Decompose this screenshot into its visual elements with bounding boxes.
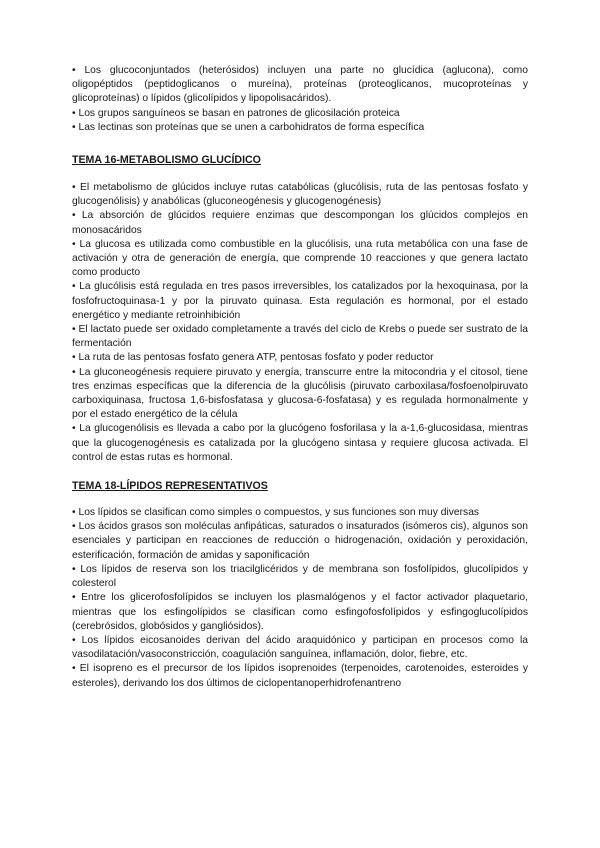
tema16-bullet-lactate: • El lactato puede ser oxidado completamente a través del ciclo de Krebs o puede ser sustrato de la fermentación bbox=[72, 324, 528, 350]
tema18-bullet-glycerophospholipids: • Entre los glicerofosfolípidos se incluyen los plasmalógenos y el factor activador plaquetario, mientras que los esfingolípidos se clasifican como esfingofosfolípidos y esfingoglucolípidos (cerebrósidos, globósidos y gangliósidos). bbox=[72, 592, 528, 632]
section-heading-tema16: TEMA 16-METABOLISMO GLUCÍDICO bbox=[72, 154, 261, 167]
section-heading-tema18: TEMA 18-LÍPIDOS REPRESENTATIVOS bbox=[72, 480, 268, 493]
tema18-bullet-lipid-classification: • Los lípidos se clasifican como simples o compuestos, y sus funciones son muy diversas bbox=[72, 507, 480, 519]
tema18-bullet-eicosanoids: • Los lípidos eicosanoides derivan del ácido araquidónico y participan en procesos como la vasodilatación/vasoconstricción, coagulación sanguínea, inflamación, dolor, fiebre, etc. bbox=[72, 634, 528, 661]
tema16-bullet-glycolysis-regulation: • La glucólisis está regulada en tres pasos irreversibles, los catalizados por la hexoquinasa, por la fosfofructoquinasa-1 y por la piruvato quinasa. Esta regulación es hormonal, por el estado energético y mediante retroinhibición bbox=[72, 281, 528, 321]
intro-bullet-lectins: • Las lectinas son proteínas que se unen a carbohidratos de forma específica bbox=[72, 121, 425, 133]
intro-bullet-glucoconjugates: • Los glucoconjuntados (heterósidos) incluyen una parte no glucídica (aglucona), como oligopéptidos (peptidoglicanos o mureína), proteínas (proteoglicanos, mucoproteínas y glicoproteínas) o lípidos (glicolípidos y lipopolisacáridos). bbox=[72, 65, 528, 105]
tema16-bullet-glycolysis: • La glucosa es utilizada como combustible en la glucólisis, una ruta metabólica con una fase de activación y otra de generación de energía, que comprende 10 reacciones y que genera lactato como producto bbox=[72, 238, 528, 279]
tema18-bullet-reserve-membrane-lipids: • Los lípidos de reserva son los triacilglicéridos y de membrana son fosfolípidos, glucolípidos y colesterol bbox=[72, 563, 528, 590]
tema16-bullet-metabolism: • El metabolismo de glúcidos incluye rutas catabólicas (glucólisis, ruta de las pentosas fosfato y glucogenólisis) y anabólicas (gluconeogénesis y glucogenogénesis) bbox=[72, 182, 528, 208]
tema16-bullet-pentose-phosphate: • La ruta de las pentosas fosfato genera ATP, pentosas fosfato y poder reductor bbox=[72, 352, 434, 364]
tema18-bullet-fatty-acids: • Los ácidos grasos son moléculas anfipáticas, saturados o insaturados (isómeros cis), algunos son esenciales y participan en reacciones de reducción o hidrogenación, oxidación y peroxidación, esterificación, formación de amidas y saponificación bbox=[72, 521, 528, 561]
intro-bullet-blood-groups: • Los grupos sanguíneos se basan en patrones de glicosilación proteica bbox=[72, 107, 400, 119]
tema16-bullet-absorption: • La absorción de glúcidos requiere enzimas que descompongan los glúcidos complejos en monosacáridos bbox=[72, 210, 528, 236]
document-page bbox=[72, 64, 528, 691]
tema16-bullet-glycogenolysis: • La glucogenólisis es llevada a cabo por la glucógeno fosforilasa y la a-1,6-glucosidasa, mientras que la glucogenogénesis es catalizada por la glucógeno sintasa y requiere glucosa activada. El control de estas rutas es hormonal. bbox=[72, 423, 528, 463]
tema18-bullet-isoprene: • El isopreno es el precursor de los lípidos isoprenoides (terpenoides, carotenoides, esteroides y esteroles), derivando los dos últimos de ciclopentanoperhidrofenantreno bbox=[72, 663, 528, 689]
tema16-bullet-gluconeogenesis: • La gluconeogénesis requiere piruvato y energía, transcurre entre la mitocondria y el citosol, tiene tres enzimas específicas que la diferencia de la glucólisis (piruvato carboxilasa/fosfoenolpiruvato carboxiquinasa, fructosa 1,6-bisfosfatasa y glucosa-6-fosfatasa) y es regulada hormonalmente y por el estado energético de la célula bbox=[72, 366, 528, 421]
